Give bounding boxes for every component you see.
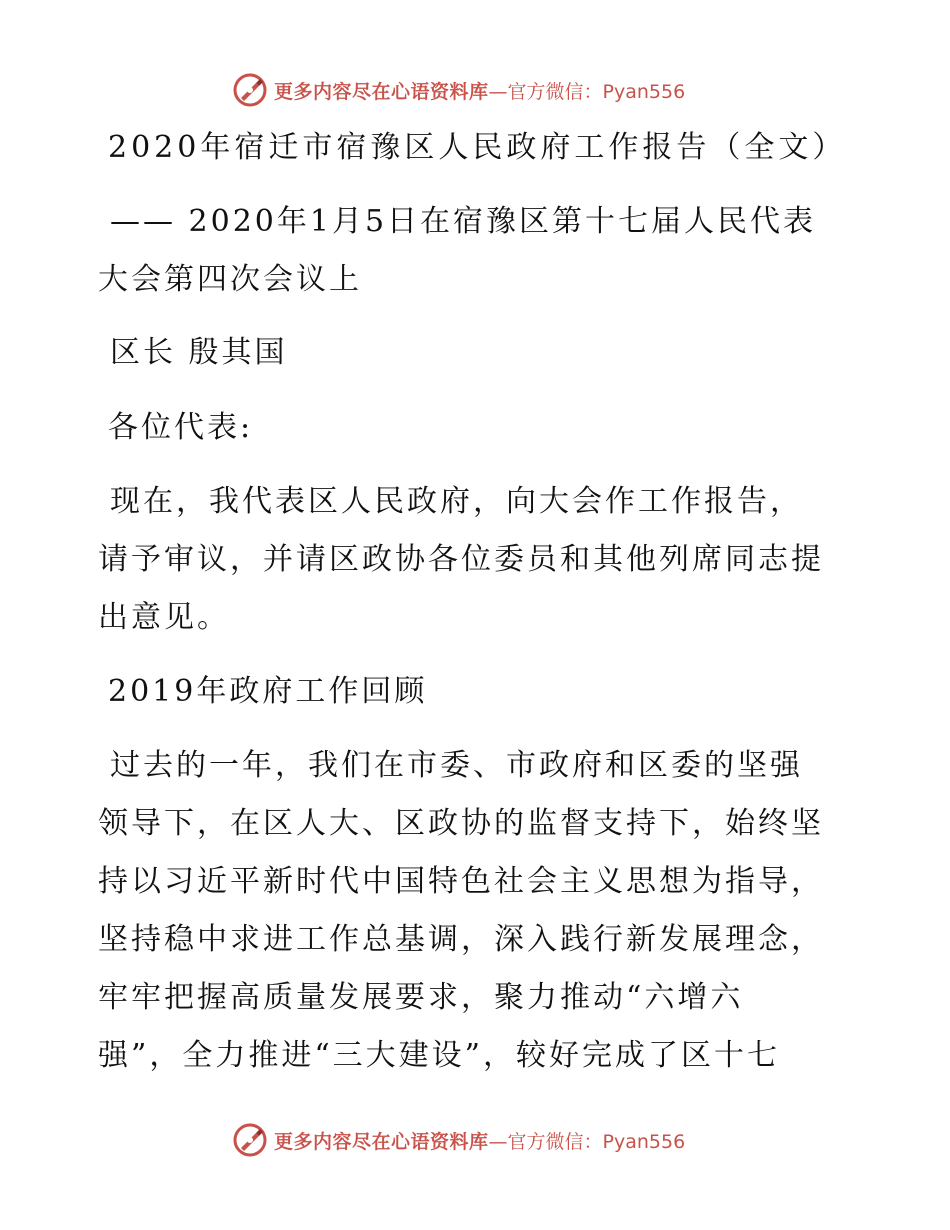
- bottom-watermark-banner: [232, 1122, 685, 1158]
- paragraph-line: 请予审议，并请区政协各位委员和其他列席同志提: [98, 542, 824, 577]
- paragraph-line: 牢牢把握高质量发展要求，聚力推动“六增六: [98, 980, 744, 1015]
- paragraph-line: 强”，全力推进“三大建设”，较好完成了区十七: [98, 1038, 781, 1073]
- speaker-line: 区长 殷其国: [110, 335, 288, 370]
- banner-sub-text: —官方微信：Pyan556: [488, 80, 686, 103]
- paragraph-line: 领导下，在区人大、区政协的监督支持下，始终坚: [98, 806, 824, 841]
- pen-logo-icon: [232, 72, 268, 108]
- paragraph-line: 过去的一年，我们在市委、市政府和区委的坚强: [110, 748, 803, 783]
- banner-main-text: 更多内容尽在心语资料库: [274, 1130, 489, 1153]
- paragraph-line: 坚持稳中求进工作总基调，深入践行新发展理念，: [98, 922, 824, 957]
- paragraph-line: 现在，我代表区人民政府，向大会作工作报告，: [110, 484, 803, 519]
- section-heading: 2019年政府工作回顾: [108, 674, 428, 709]
- subtitle-line-2: 大会第四次会议上: [98, 262, 362, 297]
- pen-logo-icon: [232, 1122, 268, 1158]
- subtitle-line-1: —— 2020年1月5日在宿豫区第十七届人民代表: [110, 204, 817, 239]
- banner-main-text: 更多内容尽在心语资料库: [274, 80, 489, 103]
- document-title: 2020年宿迁市宿豫区人民政府工作报告（全文）: [108, 130, 847, 165]
- paragraph-line: 出意见。: [98, 600, 230, 635]
- paragraph-line: 持以习近平新时代中国特色社会主义思想为指导，: [98, 864, 824, 899]
- banner-sub-text: —官方微信：Pyan556: [488, 1130, 686, 1153]
- top-watermark-banner: [232, 72, 685, 108]
- salutation: 各位代表:: [108, 410, 254, 445]
